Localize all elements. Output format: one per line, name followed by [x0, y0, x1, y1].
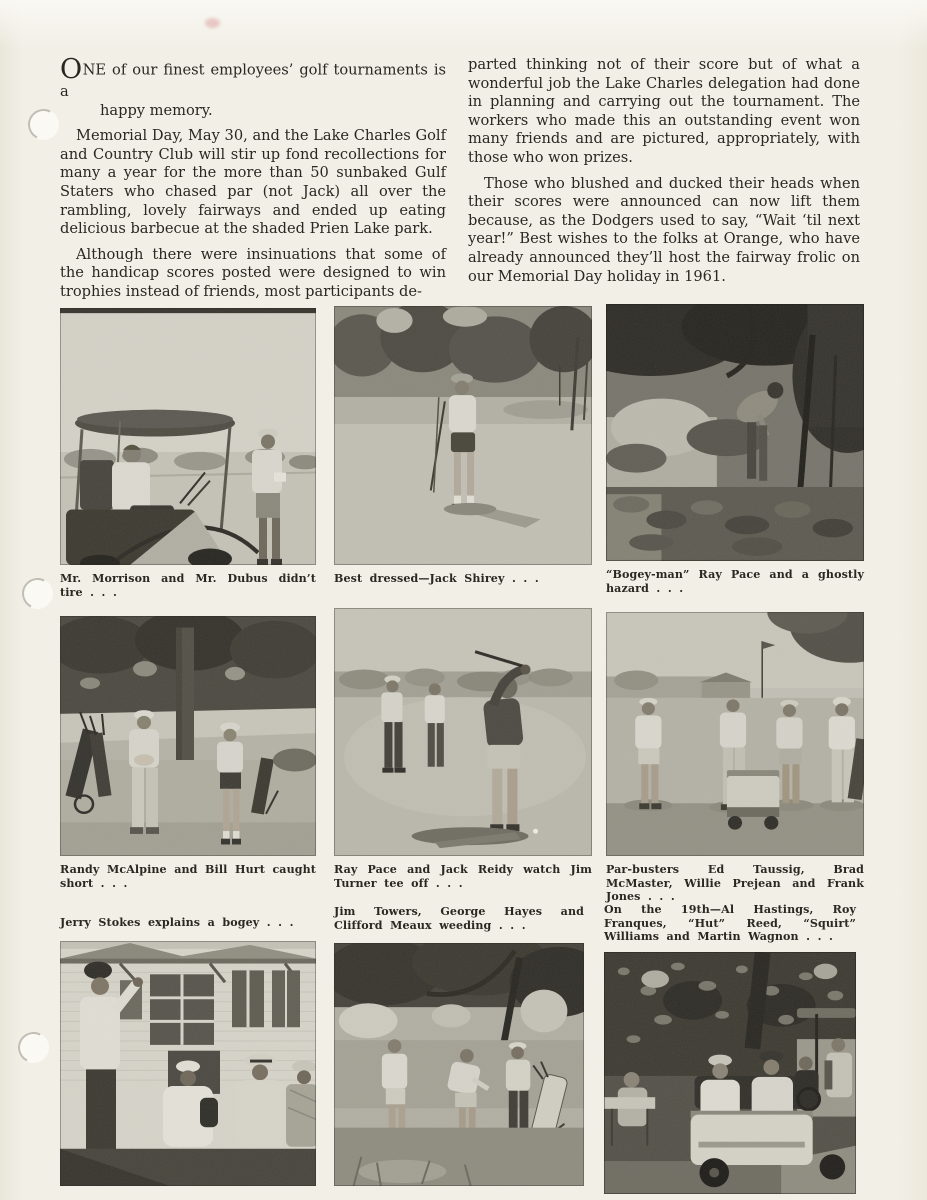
photo-caption: Randy McAlpine and Bill Hurt caught short . . . — [60, 863, 316, 890]
binder-hole — [18, 574, 57, 613]
photo-caption: Mr. Morrison and Mr. Dubus didn’t tire . . . — [60, 572, 316, 599]
article-paragraph: Those who blushed and ducked their heads when their scores were announced can now lift them because, as the Dodgers used to say, “Wait ‘til next year!” Best wishes to the folks at Orange, who have already announced they’ll host the fairway frolic on our Memorial Day holiday in 1961. — [468, 174, 860, 285]
photo-figure-par-busters — [606, 612, 864, 904]
dropcap: O — [60, 54, 83, 85]
article-column-left — [60, 56, 446, 309]
clubhouse-group-photo — [60, 941, 316, 1186]
photo-figure-nineteenth-hole — [604, 903, 856, 1194]
golfer-standing-photo — [334, 306, 592, 565]
article-paragraph: Although there were insinuations that some of the handicap scores posted were designed to win trophies instead of friends, most participants de- — [60, 245, 446, 300]
photo-figure-turner-tee-off — [334, 608, 592, 890]
golf-cart-photo — [60, 308, 316, 565]
four-golfers-photo — [606, 612, 864, 856]
binder-hole — [24, 105, 63, 144]
photo-caption: Jerry Stokes explains a bogey . . . — [60, 916, 294, 929]
photo-caption: “Bogey-man” Ray Pace and a ghostly hazard . . . — [606, 568, 864, 595]
article-intro-paragraph — [60, 56, 446, 120]
intro-line2: happy memory. — [100, 101, 213, 119]
binder-hole — [14, 1028, 53, 1067]
photo-figure-jack-shirey — [334, 306, 592, 586]
golfer-in-rough-photo — [606, 304, 864, 561]
photo-caption: Jim Towers, George Hayes and Clifford Meaux weeding . . . — [334, 905, 584, 932]
photo-figure-morrison-dubus — [60, 308, 316, 599]
article-paragraph: Memorial Day, May 30, and the Lake Charles Golf and Country Club will stir up fond recollections for many a year for the more than 50 sunbaked Gulf Staters who chased par (not Jack) all over the rambling, lovely fairways and ended up eating delicious barbecue at the shaded Prien Lake park. — [60, 127, 446, 238]
golf-cart-group-photo — [604, 952, 856, 1194]
photo-caption: Best dressed—Jack Shirey . . . — [334, 572, 539, 585]
article-paragraph: parted thinking not of their score but of what a wonderful job the Lake Charles delegation had done in planning and carrying out the tournament. The workers who made this an outstanding event won many friends and are pictured, appropriately, with those who won prizes. — [468, 56, 860, 166]
photo-figure-jerry-stokes — [60, 916, 316, 1186]
intro-line1: NE of our finest employees’ golf tournaments is a — [60, 61, 446, 100]
photo-caption: Ray Pace and Jack Reidy watch Jim Turner tee off . . . — [334, 863, 592, 890]
two-golfers-photo — [60, 616, 316, 856]
photo-caption: On the 19th—Al Hastings, Roy Franques, “Hut” Reed, “Squirt” Williams and Martin Wagnon . . . — [604, 903, 856, 943]
photo-caption: Par-busters Ed Taussig, Brad McMaster, Willie Prejean and Frank Jones . . . — [606, 863, 864, 903]
golfer-swinging-photo — [334, 608, 592, 856]
photo-figure-weeding — [334, 905, 584, 1186]
photo-figure-mcalpine-hurt — [60, 616, 316, 890]
weeding-under-trees-photo — [334, 943, 584, 1186]
photo-figure-ray-pace-hazard — [606, 304, 864, 595]
ink-smudge — [205, 18, 220, 28]
article-column-right — [468, 56, 860, 293]
